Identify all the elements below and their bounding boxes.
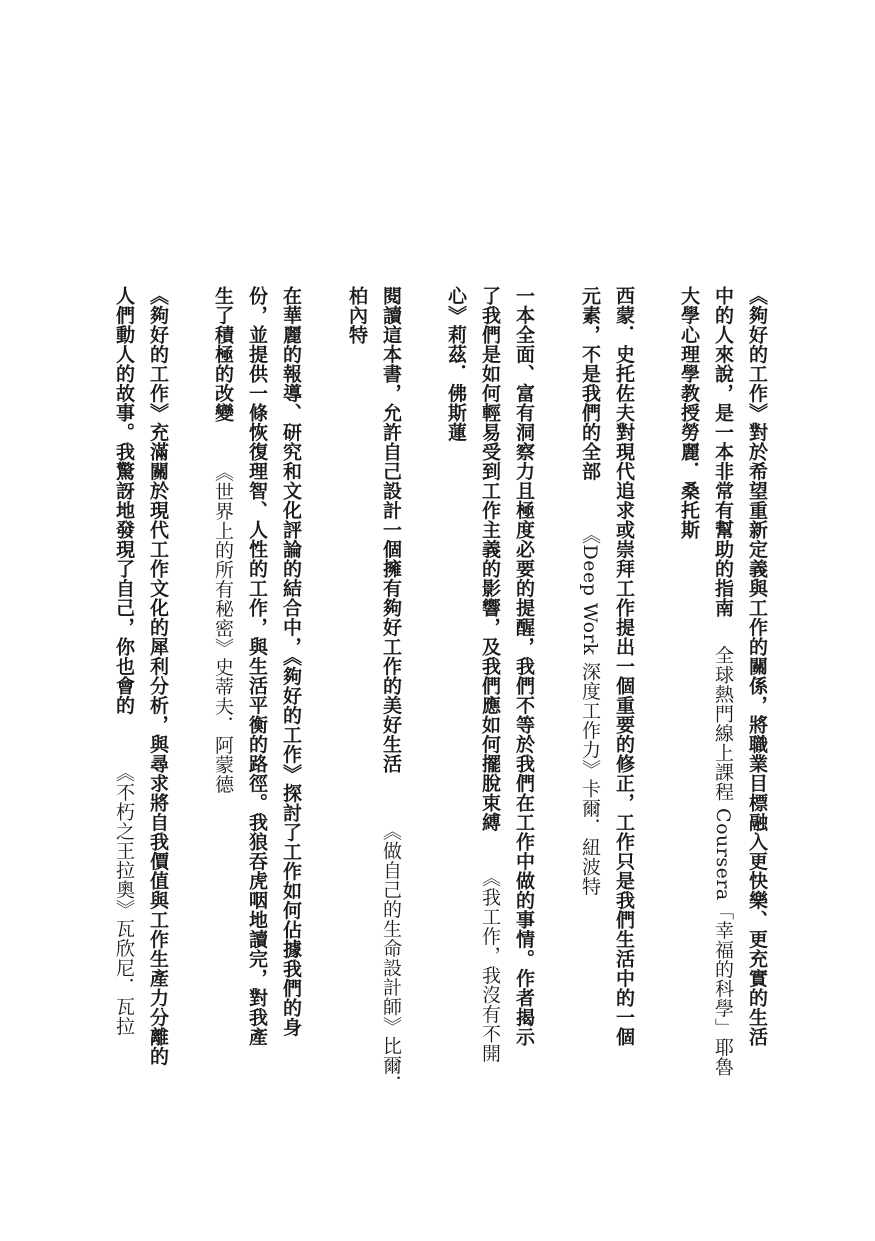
blurb-5-line-3: 生了積極的改變 [212, 286, 234, 423]
blurb-2-line-2: 元素，不是我們的全部 [579, 286, 601, 481]
blurb-5-attribution: 《世界上的所有秘密》史蒂夫．阿蒙德 [212, 462, 234, 794]
blurb-4-line-1: 閱讀這本書，允許自己設計一個擁有夠好工作的美好生活 [380, 286, 402, 774]
blurb-5-line-3-wrapper [206, 286, 240, 794]
blurb-2-line-1: 西蒙．史托佐夫對現代追求或崇拜工作提出一個重要的修正，工作只是我們生活中的一個 [613, 286, 635, 1047]
blurb-1-line-2-wrapper [706, 286, 740, 1076]
blurb-1-line-1: 《夠好的工作》對於希望重新定義與工作的關係，將職業目標融入更快樂、更充實的生活 [746, 286, 768, 1047]
blurb-3-line-2: 了我們是如何輕易受到工作主義的影響，及我們應如何擺脫束縛 [479, 286, 501, 832]
blurb-4-attribution: 《做自己的生命設計師》比爾． [380, 821, 402, 1095]
blurb-4-line-1-wrapper [374, 286, 408, 1095]
blurb-1-attribution-cont: 大學心理學教授勞麗．桑托斯 [678, 286, 700, 540]
blurb-6-line-1: 《夠好的工作》充滿關於現代工作文化的犀利分析，與尋求將自我價值與工作生產力分離的 [147, 286, 169, 1066]
blurb-5-line-1: 在華麗的報導、研究和文化評論的結合中，《夠好的工作》探討了工作如何佔據我們的身 [280, 286, 302, 1037]
blurb-1-line-2: 中的人來說，是一本非常有幫助的指南 [712, 286, 734, 618]
blurb-3-attribution-cont: 心》莉茲．佛斯蓮 [445, 286, 467, 442]
blurb-3-line-2-wrapper [473, 286, 507, 1063]
blurb-6-attribution: 《不朽之王拉奧》瓦欣尼．瓦拉 [113, 763, 135, 1036]
blurb-3-line-1: 一本全面、富有洞察力且極度必要的提醒，我們不等於我們在工作中做的事情。作者揭示 [513, 286, 535, 1047]
blurb-1-attribution: 全球熱門線上課程 Coursera「幸福的科學」耶魯 [712, 645, 734, 1077]
blurb-5-line-2: 份，並提供一條恢復理智、人性的工作，與生活平衡的路徑。我狼吞虎咽地讀完，對我產 [246, 286, 268, 1047]
blurb-6-line-2-wrapper [107, 286, 141, 1036]
blurb-2-line-2-wrapper [573, 286, 607, 896]
blurb-3-attribution: 《我工作，我沒有不開 [479, 868, 501, 1063]
blurb-2-attribution: 《Deep Work 深度工作力》卡爾．紐波特 [579, 525, 601, 896]
blurb-6-line-2: 人們動人的故事。我驚訝地發現了自己，你也會的 [113, 286, 135, 715]
blurb-4-attribution-cont: 柏內特 [346, 286, 368, 345]
